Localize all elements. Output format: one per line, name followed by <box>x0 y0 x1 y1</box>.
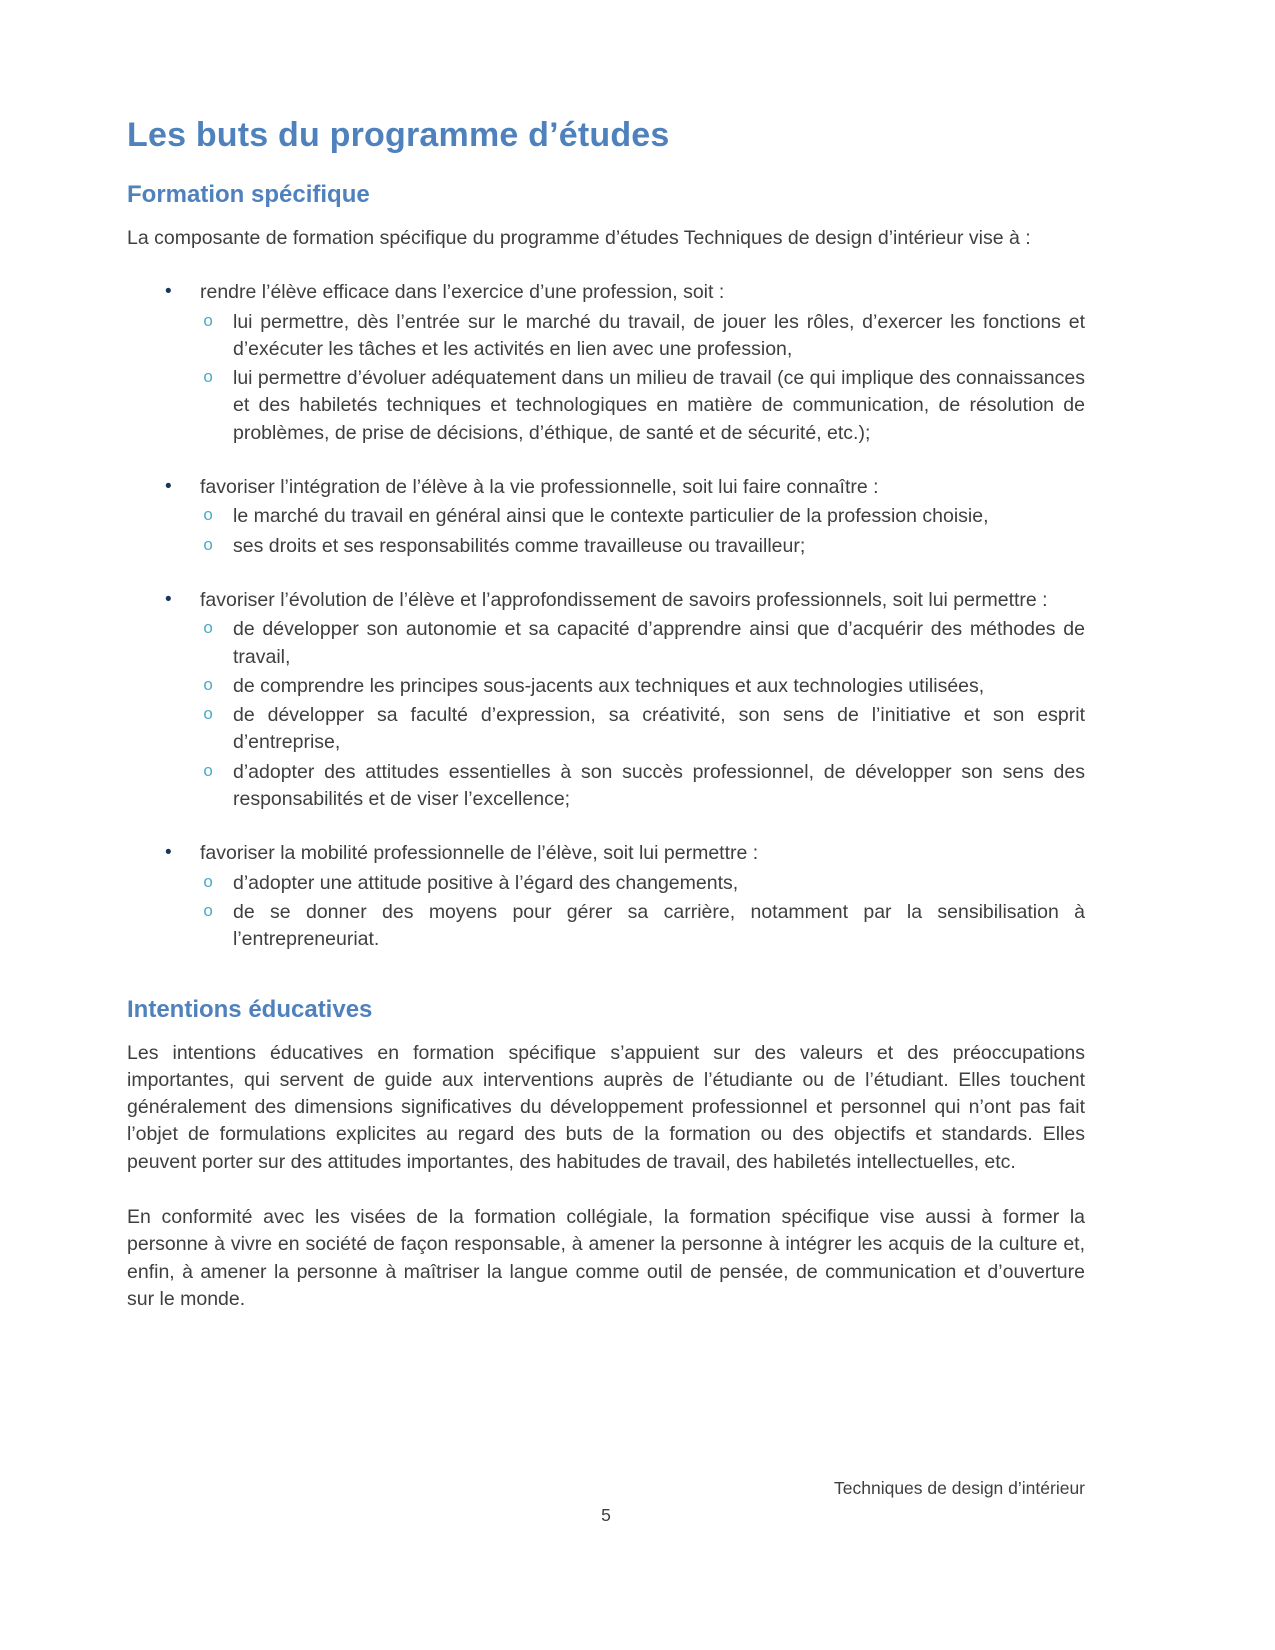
circle-bullet-icon: o <box>203 902 214 922</box>
bullet-text: favoriser la mobilité professionnelle de l’élève, soit lui permettre : <box>200 842 759 865</box>
list-item <box>127 365 1085 447</box>
list-item <box>127 870 1085 897</box>
sub-bullet-text: de comprendre les principes sous-jacents aux techniques et aux technologies utilisées, <box>233 674 985 697</box>
bullet-text: rendre l’élève efficace dans l’exercice d’une profession, soit : <box>200 281 725 304</box>
list-item <box>127 673 1085 700</box>
sub-bullet-text: d’adopter une attitude positive à l’égard des changements, <box>233 871 739 894</box>
list-item <box>127 587 1085 614</box>
list-item <box>127 474 1085 501</box>
section-heading-intentions-educatives: Intentions éducatives <box>127 995 373 1023</box>
section-heading-formation-specifique: Formation spécifique <box>127 181 370 208</box>
bullet-icon: • <box>165 281 172 303</box>
sub-bullet-text: de développer sa faculté d’expression, sa créativité, son sens de l’initiative et son esprit d’entreprise, <box>233 704 1085 754</box>
circle-bullet-icon: o <box>203 312 214 332</box>
circle-bullet-icon: o <box>203 620 214 640</box>
sub-bullet-text: ses droits et ses responsabilités comme travailleuse ou travailleur; <box>233 534 806 557</box>
list-item <box>127 503 1085 530</box>
circle-bullet-icon: o <box>203 369 214 389</box>
list-item <box>127 616 1085 671</box>
footer-document-title: Techniques de design d’intérieur <box>834 1478 1085 1498</box>
sub-bullet-text: le marché du travail en général ainsi que le contexte particulier de la profession choisie, <box>233 505 989 528</box>
intentions-paragraph-1: Les intentions éducatives en formation spécifique s’appuient sur des valeurs et des préoccupations importantes, qui servent de guide aux interventions auprès de l’étudiante ou de l’étudiant. Elles touchent généralement des dimensions significatives du développement professionnel et personnel qui n’ont pas fait l’objet de formulations explicites au regard des buts de la formation ou des objectifs et standards. Elles peuvent porter sur des attitudes importantes, des habitudes de travail, des habiletés intellectuelles, etc. <box>127 1041 1085 1173</box>
sub-bullet-text: lui permettre d’évoluer adéquatement dans un milieu de travail (ce qui implique des connaissances et des habiletés techniques et technologiques en matière de communication, de résolution de problèmes, de prise de décisions, d’éthique, de santé et de sécurité, etc.); <box>233 367 1085 444</box>
list-item <box>127 279 1085 306</box>
page-footer <box>127 1478 1085 1526</box>
page-title: Les buts du programme d’études <box>127 116 670 154</box>
intentions-paragraph-2: En conformité avec les visées de la formation collégiale, la formation spécifique vise aussi à former la personne à vivre en société de façon responsable, à amener la personne à intégrer les acquis de la culture et, enfin, à amener la personne à maîtriser la langue comme outil de pensée, de communication et d’ouverture sur le monde. <box>127 1206 1085 1310</box>
list-item <box>127 840 1085 867</box>
circle-bullet-icon: o <box>203 507 214 527</box>
bullet-icon: • <box>165 588 172 610</box>
sub-bullet-text: de développer son autonomie et sa capacité d’apprendre ainsi que d’acquérir des méthodes de travail, <box>233 618 1085 668</box>
footer-page-number: 5 <box>601 1505 611 1525</box>
circle-bullet-icon: o <box>203 536 214 556</box>
sub-bullet-text: d’adopter des attitudes essentielles à son succès professionnel, de développer son sens des responsabilités et de viser l’excellence; <box>233 760 1085 811</box>
bullet-icon: • <box>165 842 172 864</box>
bullet-icon: • <box>165 476 172 498</box>
goals-list <box>127 279 1085 953</box>
circle-bullet-icon: o <box>203 676 214 696</box>
sub-bullet-text: lui permettre, dès l’entrée sur le marché du travail, de jouer les rôles, d’exercer les fonctions et d’exécuter les tâches et les activités en lien avec une profession, <box>233 310 1085 360</box>
bullet-text: favoriser l’intégration de l’élève à la vie professionnelle, soit lui faire connaître : <box>200 476 879 499</box>
sub-bullet-text: de se donner des moyens pour gérer sa carrière, notamment par la sensibilisation à l’entrepreneuriat. <box>233 900 1085 951</box>
list-item <box>127 702 1085 757</box>
list-item <box>127 899 1085 954</box>
circle-bullet-icon: o <box>203 762 214 782</box>
circle-bullet-icon: o <box>203 706 214 726</box>
bullet-text: favoriser l’évolution de l’élève et l’approfondissement de savoirs professionnels, soit lui permettre : <box>200 588 1048 611</box>
list-item <box>127 533 1085 560</box>
list-item <box>127 309 1085 364</box>
circle-bullet-icon: o <box>203 873 214 893</box>
intro-paragraph: La composante de formation spécifique du programme d’études Techniques de design d’intérieur vise à : <box>127 227 1031 249</box>
list-item <box>127 759 1085 814</box>
